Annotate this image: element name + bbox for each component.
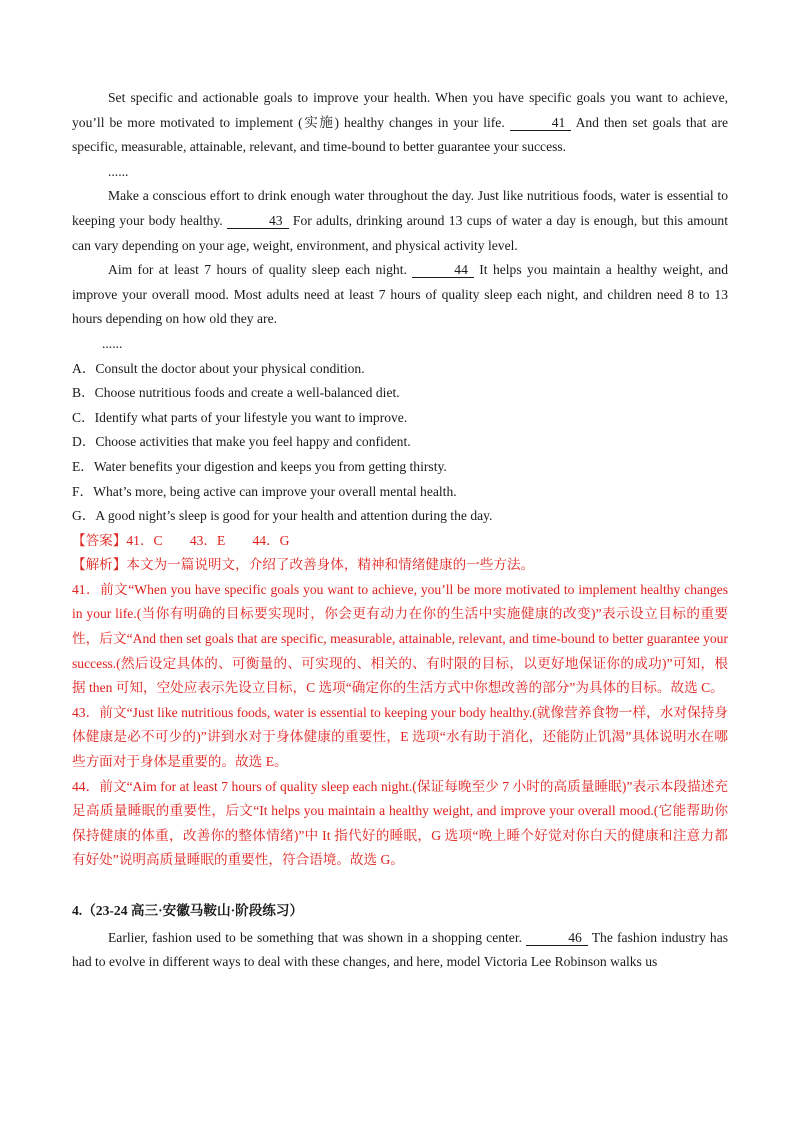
blank-43: 43 xyxy=(227,213,289,229)
passage-paragraph-water xyxy=(72,184,728,258)
passage-text: It helps you maintain a healthy weight, and improve your overall mood. Most adults need at least 7 hours of quality sleep each night, and children need 8 to 13 hours depending on how old they are. xyxy=(72,262,728,327)
analysis-q41: 41．前文“When you have specific goals you want to achieve, you’ll be more motivated to implement healthy changes in your life.(当你有明确的目标要实现时，你会更有动力在你的生活中实施健康的改变)”表示设立目标的重要性，后文“And then set goals that are specific, measurable, attainable, relevant, and time-bound to better guarantee your success.(然后设定具体的、可衡量的、可实现的、相关的、有时限的目标，以更好地保证你的成功)”可知，根据 then 可知，空处应表示先设立目标，C 选项“确定你的生活方式中你想改善的部分”为具体的目标。故选 C。 xyxy=(72,581,728,696)
passage-text: Make a conscious effort to drink enough water throughout the day. Just like nutritious foods, water is essential to keeping your body healthy. xyxy=(72,188,728,228)
passage-text: Aim for at least 7 hours of quality sleep each night. xyxy=(108,262,407,278)
analysis-intro xyxy=(72,553,728,578)
answer-label: 【答案】 xyxy=(72,532,127,548)
blank-44: 44 xyxy=(412,262,474,278)
passage-paragraph-sleep xyxy=(72,258,728,332)
passage-paragraph-goals xyxy=(72,86,728,160)
passage-text: For adults, drinking around 13 cups of water a day is enough, but this amount can vary depending on your age, weight, environment, and physical activity level. xyxy=(72,212,728,253)
passage-text: And then set goals that are specific, measurable, attainable, relevant, and time-bound to better guarantee your success. xyxy=(72,114,729,155)
option-g: G．A good night’s sleep is good for your health and attention during the day. xyxy=(72,508,493,524)
passage-text: Set specific and actionable goals to improve your health. When you have specific goals you want to achieve, you’ll be more motivated to implement (实施) healthy changes in your life. xyxy=(72,90,728,130)
analysis-label: 【解析】 xyxy=(72,557,127,573)
analysis-intro-text: 本文为一篇说明文，介绍了改善身体，精神和情绪健康的一些方法。 xyxy=(126,557,535,573)
option-b: B．Choose nutritious foods and create a well-balanced diet. xyxy=(72,385,400,401)
option-e: E．Water benefits your digestion and keeps you from getting thirsty. xyxy=(72,458,447,474)
blank-41: 41 xyxy=(510,115,572,131)
option-a: A．Consult the doctor about your physical condition. xyxy=(72,360,365,376)
ellipsis: ...... xyxy=(108,163,129,179)
ellipsis: ...... xyxy=(102,335,123,351)
option-d: D．Choose activities that make you feel happy and confident. xyxy=(72,434,411,450)
passage-text: Earlier, fashion used to be something that was shown in a shopping center. xyxy=(108,929,523,945)
passage-text: The fashion industry has had to evolve in different ways to deal with these changes, and here, model Victoria Lee Robinson walks us xyxy=(72,929,729,970)
option-c: C．Identify what parts of your lifestyle you want to improve. xyxy=(72,409,408,425)
analysis-q43: 43．前文“Just like nutritious foods, water is essential to keeping your body healthy.(就像营养食物一样，水对保持身体健康是必不可少的)”讲到水对于身体健康的重要性，E 选项“水有助于消化，还能防止饥渴”具体说明水在哪些方面对于身体是重要的。故选 E。 xyxy=(72,704,728,770)
answer-key xyxy=(72,529,728,554)
blank-46: 46 xyxy=(526,930,588,946)
question-4-passage xyxy=(72,926,728,975)
analysis-section xyxy=(72,553,728,873)
question-4-heading: 4.（23-24 高三·安徽马鞍山·阶段练习） xyxy=(72,903,304,918)
answer-text: 41．C 43．E 44．G xyxy=(126,532,290,548)
option-f: F．What’s more, being active can improve your overall mental health. xyxy=(72,483,457,499)
document-page xyxy=(72,86,728,975)
analysis-q44: 44．前文“Aim for at least 7 hours of quality sleep each night.(保证每晚至少 7 小时的高质量睡眠)”表示本段描述充足高质量睡眠的重要性，后文“It helps you maintain a healthy weight, and improve your overall mood.(它能帮助你保持健康的体重，改善你的整体情绪)”中 It 指代好的睡眠，G 选项“晚上睡个好觉对你白天的健康和注意力都有好处”说明高质量睡眠的重要性，符合语境。故选 G。 xyxy=(72,778,728,868)
